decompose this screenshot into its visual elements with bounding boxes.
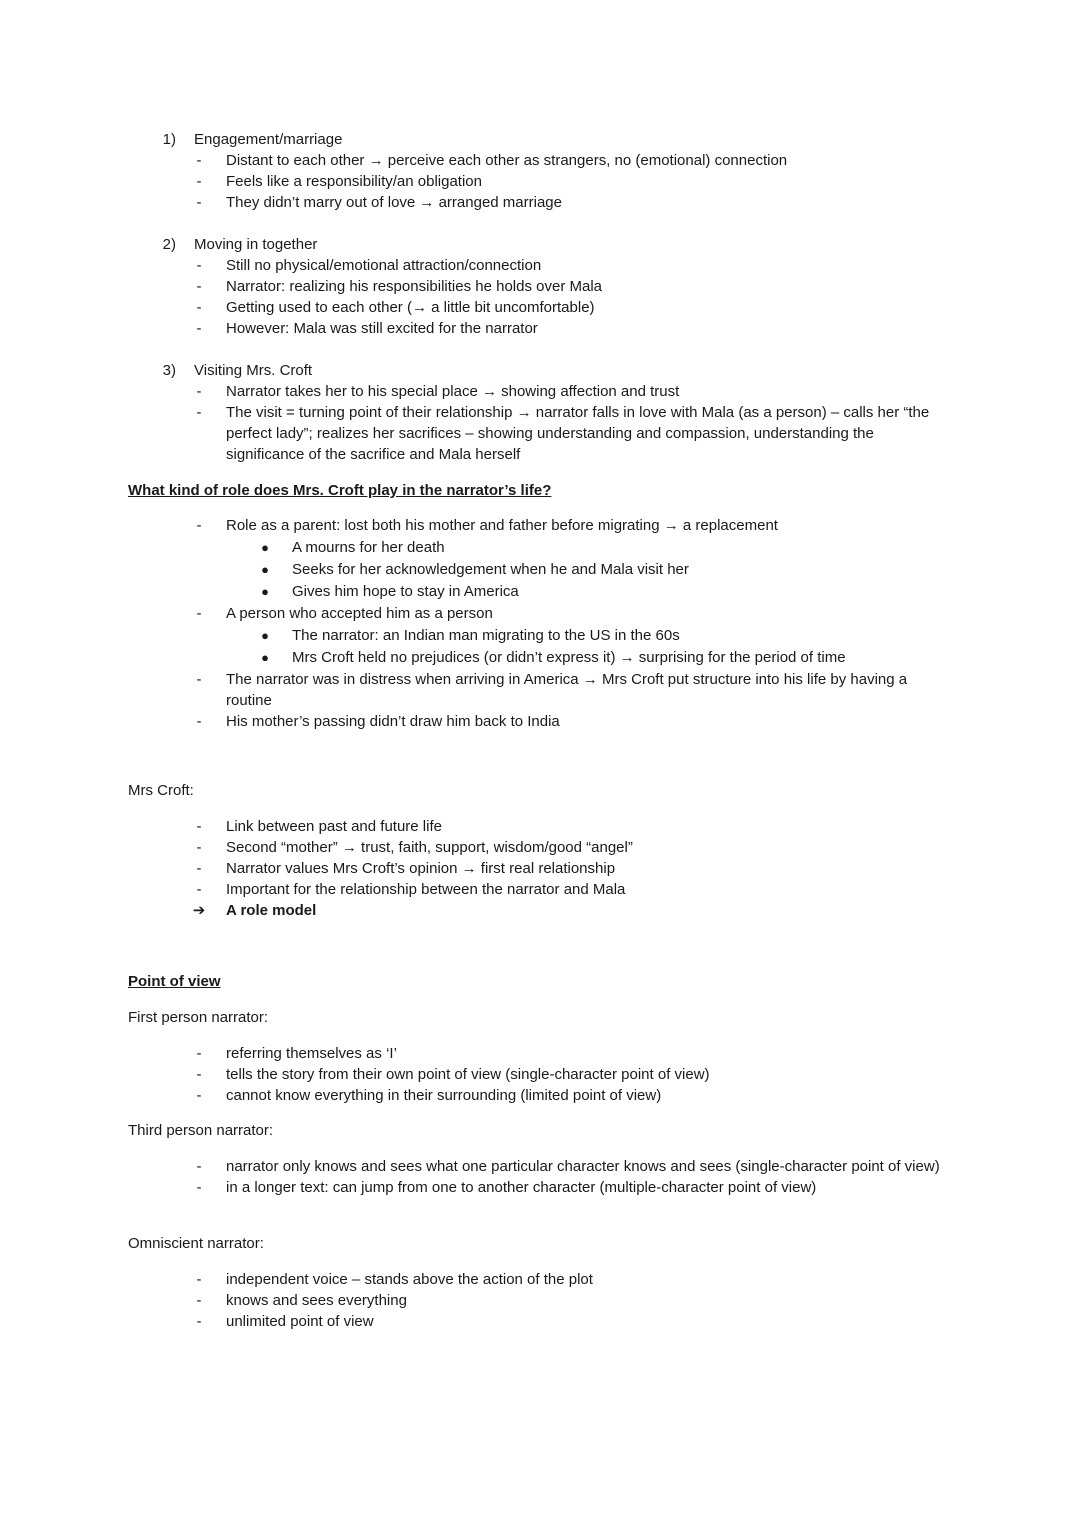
dash-marker: -: [196, 278, 202, 295]
dash-marker: -: [196, 1313, 202, 1330]
list-item: - Role as a parent: lost both his mother and father before migrating → a replacement: [226, 515, 956, 536]
list-item: - Link between past and future life: [226, 816, 956, 837]
list-item: - Narrator takes her to his special place → showing affection and trust: [226, 381, 956, 402]
omniscient-label: Omniscient narrator:: [128, 1235, 264, 1252]
section-title: Engagement/marriage: [194, 131, 343, 148]
role-heading: What kind of role does Mrs. Croft play in the narrator’s life?: [128, 482, 552, 499]
dash-marker: -: [196, 860, 202, 877]
list-item: - A person who accepted him as a person: [226, 603, 956, 624]
list-item: - cannot know everything in their surrounding (limited point of view): [226, 1085, 956, 1106]
dash-marker: -: [196, 404, 202, 421]
list-item: - Still no physical/emotional attraction/connection: [226, 255, 966, 276]
list-item: - independent voice – stands above the action of the plot: [226, 1269, 956, 1290]
bullet-item: ● A mourns for her death: [261, 539, 445, 556]
bullet-item: ● Gives him hope to stay in America: [261, 583, 519, 600]
bullet-marker: ●: [261, 584, 269, 599]
list-item: - Narrator values Mrs Croft’s opinion → first real relationship: [226, 858, 956, 879]
third-person-label: Third person narrator:: [128, 1122, 274, 1139]
mrs-croft-list: [192, 816, 956, 921]
dash-marker: -: [196, 1087, 202, 1104]
list-item: - His mother’s passing didn’t draw him back to India: [226, 711, 956, 732]
list-item: - narrator only knows and sees what one particular character knows and sees (single-character point of view): [226, 1156, 956, 1177]
list-item: - Second “mother” → trust, faith, support, wisdom/good “angel”: [226, 837, 956, 858]
list-item: - referring themselves as ‘I’: [226, 1043, 956, 1064]
list-item: - in a longer text: can jump from one to another character (multiple-character point of view): [226, 1177, 956, 1198]
bullet-item: ● Seeks for her acknowledgement when he and Mala visit her: [261, 561, 689, 578]
role-list: [196, 515, 956, 732]
list-item: - knows and sees everything: [226, 1290, 956, 1311]
dash-marker: -: [196, 671, 202, 688]
dash-marker: -: [196, 1271, 202, 1288]
list-item: - Important for the relationship between the narrator and Mala: [226, 879, 956, 900]
dash-marker: -: [196, 1179, 202, 1196]
bullet-item: ● Mrs Croft held no prejudices (or didn’t express it) → surprising for the period of time: [261, 649, 846, 666]
list-item: - The narrator was in distress when arriving in America → Mrs Croft put structure into his life by having a routine: [226, 669, 956, 711]
dash-marker: -: [196, 1045, 202, 1062]
bullet-marker: ●: [261, 650, 269, 665]
first-person-list: [196, 1043, 956, 1106]
bullet-marker: ●: [261, 628, 269, 643]
section-title: Moving in together: [194, 236, 318, 253]
dash-marker: -: [196, 713, 202, 730]
bullet-marker: ●: [261, 562, 269, 577]
third-person-list: [196, 1156, 956, 1198]
bullet-item: ● The narrator: an Indian man migrating to the US in the 60s: [261, 627, 680, 644]
dash-marker: -: [196, 383, 202, 400]
arrow-right-icon: ➔: [192, 902, 206, 919]
dash-marker: -: [196, 517, 202, 534]
dash-marker: -: [196, 1292, 202, 1309]
list-item: - The visit = turning point of their relationship → narrator falls in love with Mala (as a person) – calls her “the perfect lady”; realizes her sacrifices – showing understanding and compassion, understanding the significance of the sacrifice and Mala herself: [226, 402, 956, 465]
bullet-marker: ●: [261, 540, 269, 555]
conclusion-item: ➔ A role model: [192, 902, 317, 919]
pov-heading: Point of view: [128, 973, 221, 990]
dash-marker: -: [196, 152, 202, 169]
first-person-label: First person narrator:: [128, 1009, 269, 1026]
omniscient-list: [196, 1269, 956, 1332]
dash-marker: -: [196, 605, 202, 622]
list-item: - Distant to each other → perceive each other as strangers, no (emotional) connection: [226, 150, 966, 171]
dash-marker: -: [196, 173, 202, 190]
list-item: - Narrator: realizing his responsibilities he holds over Mala: [226, 276, 966, 297]
dash-marker: -: [196, 839, 202, 856]
list-item: - They didn’t marry out of love → arranged marriage: [226, 192, 966, 213]
dash-marker: -: [196, 194, 202, 211]
dash-marker: -: [196, 1158, 202, 1175]
list-item: - unlimited point of view: [226, 1311, 956, 1332]
dash-marker: -: [196, 1066, 202, 1083]
dash-marker: -: [196, 320, 202, 337]
mrs-croft-label: Mrs Croft:: [128, 782, 194, 799]
dash-marker: -: [196, 257, 202, 274]
list-item: - tells the story from their own point of view (single-character point of view): [226, 1064, 956, 1085]
section-number: 2): [162, 236, 176, 253]
dash-marker: -: [196, 818, 202, 835]
list-item: - Feels like a responsibility/an obligation: [226, 171, 966, 192]
dash-marker: -: [196, 299, 202, 316]
list-item: - However: Mala was still excited for the narrator: [226, 318, 966, 339]
section-title: Visiting Mrs. Croft: [194, 362, 313, 379]
section-number: 3): [162, 362, 176, 379]
dash-marker: -: [196, 881, 202, 898]
section-number: 1): [162, 131, 176, 148]
list-item: - Getting used to each other (→ a little bit uncomfortable): [226, 297, 966, 318]
